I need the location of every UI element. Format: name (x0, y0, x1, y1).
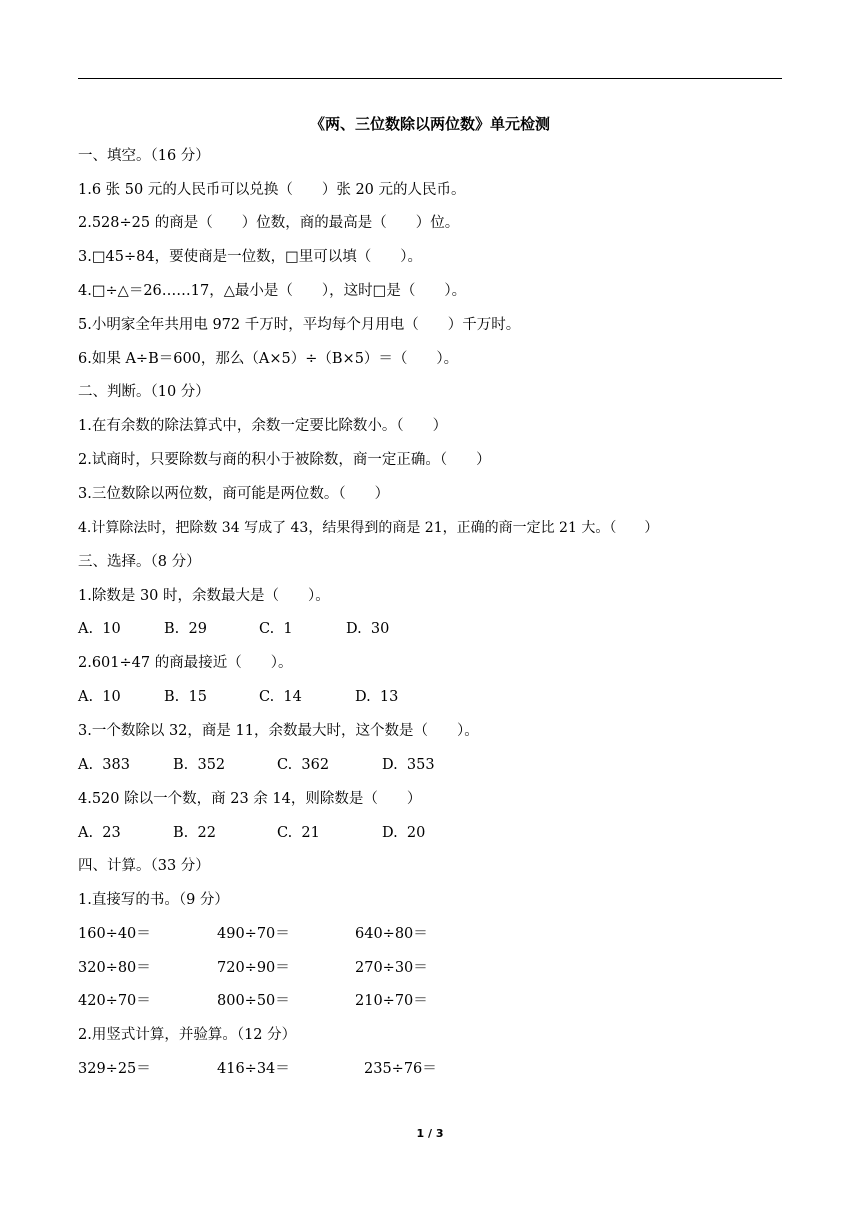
choice-question: 3.一个数除以 32，商是 11，余数最大时，这个数是（ ）。 (78, 723, 479, 739)
question-item: 4.□÷△＝26……17，△最小是（ ），这时□是（ ）。 (78, 283, 467, 299)
calc-item: 490÷70＝ (217, 926, 290, 942)
option-a: A. 23 (78, 825, 121, 841)
question-item: 1.在有余数的除法算式中，余数一定要比除数小。（ ） (78, 418, 448, 434)
calc-item: 420÷70＝ (78, 993, 151, 1009)
question-item: 3.□45÷84，要使商是一位数，□里可以填（ ）。 (78, 249, 423, 265)
calc-item: 160÷40＝ (78, 926, 151, 942)
header-rule (78, 78, 782, 79)
choice-question: 4.520 除以一个数，商 23 余 14，则除数是（ ） (78, 791, 422, 807)
calc-item: 800÷50＝ (217, 993, 290, 1009)
option-b: B. 15 (164, 689, 207, 705)
subsection-heading: 2.用竖式计算，并验算。（12 分） (78, 1027, 297, 1043)
calc-row (78, 958, 778, 978)
option-a: A. 383 (78, 757, 130, 773)
page-title: 《两、三位数除以两位数》单元检测 (309, 115, 550, 133)
calc-row (78, 991, 778, 1011)
question-item: 5.小明家全年共用电 972 千万时，平均每个月用电（ ）千万时。 (78, 317, 521, 333)
choice-options (78, 619, 778, 639)
question-item: 4.计算除法时，把除数 34 写成了 43，结果得到的商是 21，正确的商一定比 21 大。（ ） (78, 520, 659, 536)
option-c: C. 362 (277, 757, 330, 773)
question-item: 6.如果 A÷B＝600，那么（A×5）÷（B×5）＝（ ）。 (78, 351, 459, 367)
option-d: D. 353 (382, 757, 435, 773)
subsection-heading: 1.直接写的书。（9 分） (78, 892, 229, 908)
option-c: C. 21 (277, 825, 320, 841)
choice-options (78, 823, 778, 843)
calc-item: 720÷90＝ (217, 960, 290, 976)
page-number: 1 / 3 (416, 1127, 444, 1140)
section-heading-true-false: 二、判断。（10 分） (78, 384, 210, 400)
question-item: 3.三位数除以两位数，商可能是两位数。（ ） (78, 486, 390, 502)
option-d: D. 13 (355, 689, 399, 705)
option-c: C. 1 (259, 621, 293, 637)
choice-question: 1.除数是 30 时，余数最大是（ ）。 (78, 588, 330, 604)
option-d: D. 20 (382, 825, 426, 841)
question-item: 2.试商时，只要除数与商的积小于被除数，商一定正确。（ ） (78, 452, 491, 468)
option-d: D. 30 (346, 621, 390, 637)
calc-item: 640÷80＝ (355, 926, 428, 942)
option-b: B. 22 (173, 825, 216, 841)
choice-options (78, 755, 778, 775)
calc-item: 416÷34＝ (217, 1061, 290, 1077)
option-b: B. 352 (173, 757, 226, 773)
section-heading-choice: 三、选择。（8 分） (78, 554, 201, 570)
option-c: C. 14 (259, 689, 302, 705)
option-a: A. 10 (78, 689, 121, 705)
section-heading-calculation: 四、计算。（33 分） (78, 858, 210, 874)
choice-options (78, 687, 778, 707)
calc-row (78, 924, 778, 944)
calc-item: 210÷70＝ (355, 993, 428, 1009)
calc-item: 235÷76＝ (364, 1061, 437, 1077)
question-item: 1.6 张 50 元的人民币可以兑换（ ）张 20 元的人民币。 (78, 182, 466, 198)
question-item: 2.528÷25 的商是（ ）位数，商的最高是（ ）位。 (78, 215, 460, 231)
calc-item: 270÷30＝ (355, 960, 428, 976)
calc-item: 320÷80＝ (78, 960, 151, 976)
section-heading-fill-blank: 一、填空。（16 分） (78, 148, 210, 164)
calc-item: 329÷25＝ (78, 1061, 151, 1077)
option-a: A. 10 (78, 621, 121, 637)
choice-question: 2.601÷47 的商最接近（ ）。 (78, 655, 293, 671)
option-b: B. 29 (164, 621, 207, 637)
calc-row (78, 1059, 778, 1079)
